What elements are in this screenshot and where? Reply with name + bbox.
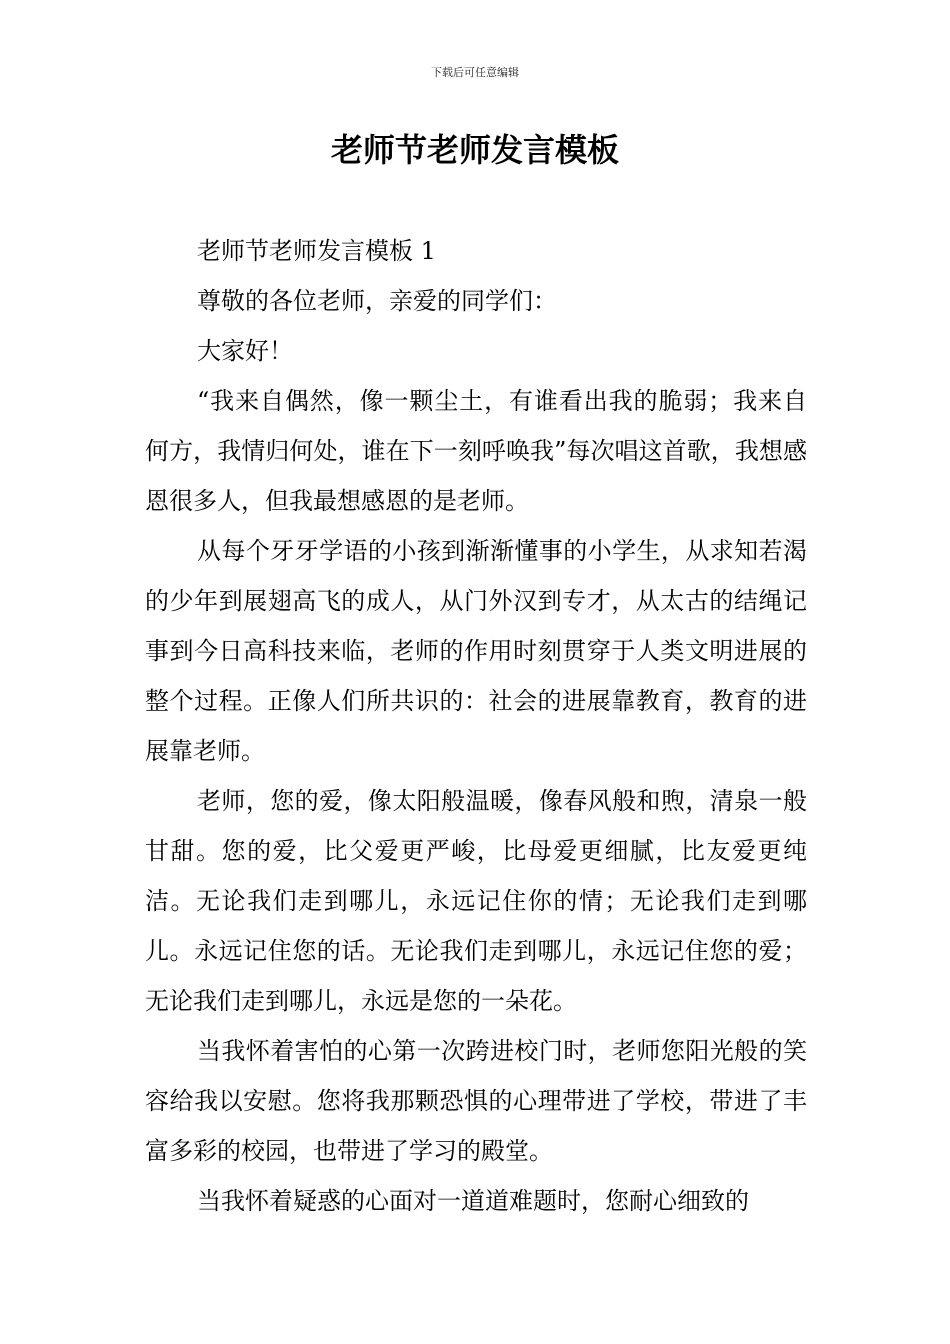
document-body — [145, 226, 807, 1226]
paragraph: 老师节老师发言模板 1 — [197, 237, 436, 265]
document-title: 老师节老师发言模板 — [330, 131, 619, 169]
header-note: 下载后可任意编辑 — [431, 66, 519, 79]
paragraph: 老师，您的爱，像太阳般温暖，像春风般和煦，清泉一般甘甜。您的爱，比父爱更严峻，比母爱更细腻，比友爱更纯洁。无论我们走到哪儿，永远记住你的情；无论我们走到哪儿。永远记住您的话。无论我们走到哪儿，永远记住您的爱；无论我们走到哪儿，永远是您的一朵花。 — [145, 787, 807, 1015]
paragraph: 当我怀着害怕的心第一次跨进校门时，老师您阳光般的笑容给我以安慰。您将我那颗恐惧的心理带进了学校，带进了丰富多彩的校园，也带进了学习的殿堂。 — [145, 1037, 807, 1165]
paragraph: 当我怀着疑惑的心面对一道道难题时，您耐心细致的 — [197, 1187, 749, 1215]
paragraph: 从每个牙牙学语的小孩到渐渐懂事的小学生，从求知若渴的少年到展翅高飞的成人，从门外汉到专才，从太古的结绳记事到今日高科技来临，老师的作用时刻贯穿于人类文明进展的整个过程。正像人们所共识的：社会的进展靠教育，教育的进展靠老师。 — [145, 537, 807, 765]
paragraph: “我来自偶然，像一颗尘土，有谁看出我的脆弱；我来自何方，我情归何处，谁在下一刻呼唤我”每次唱这首歌，我想感恩很多人，但我最想感恩的是老师。 — [145, 387, 807, 515]
paragraph: 尊敬的各位老师，亲爱的同学们： — [197, 287, 557, 315]
paragraph: 大家好！ — [197, 337, 293, 365]
